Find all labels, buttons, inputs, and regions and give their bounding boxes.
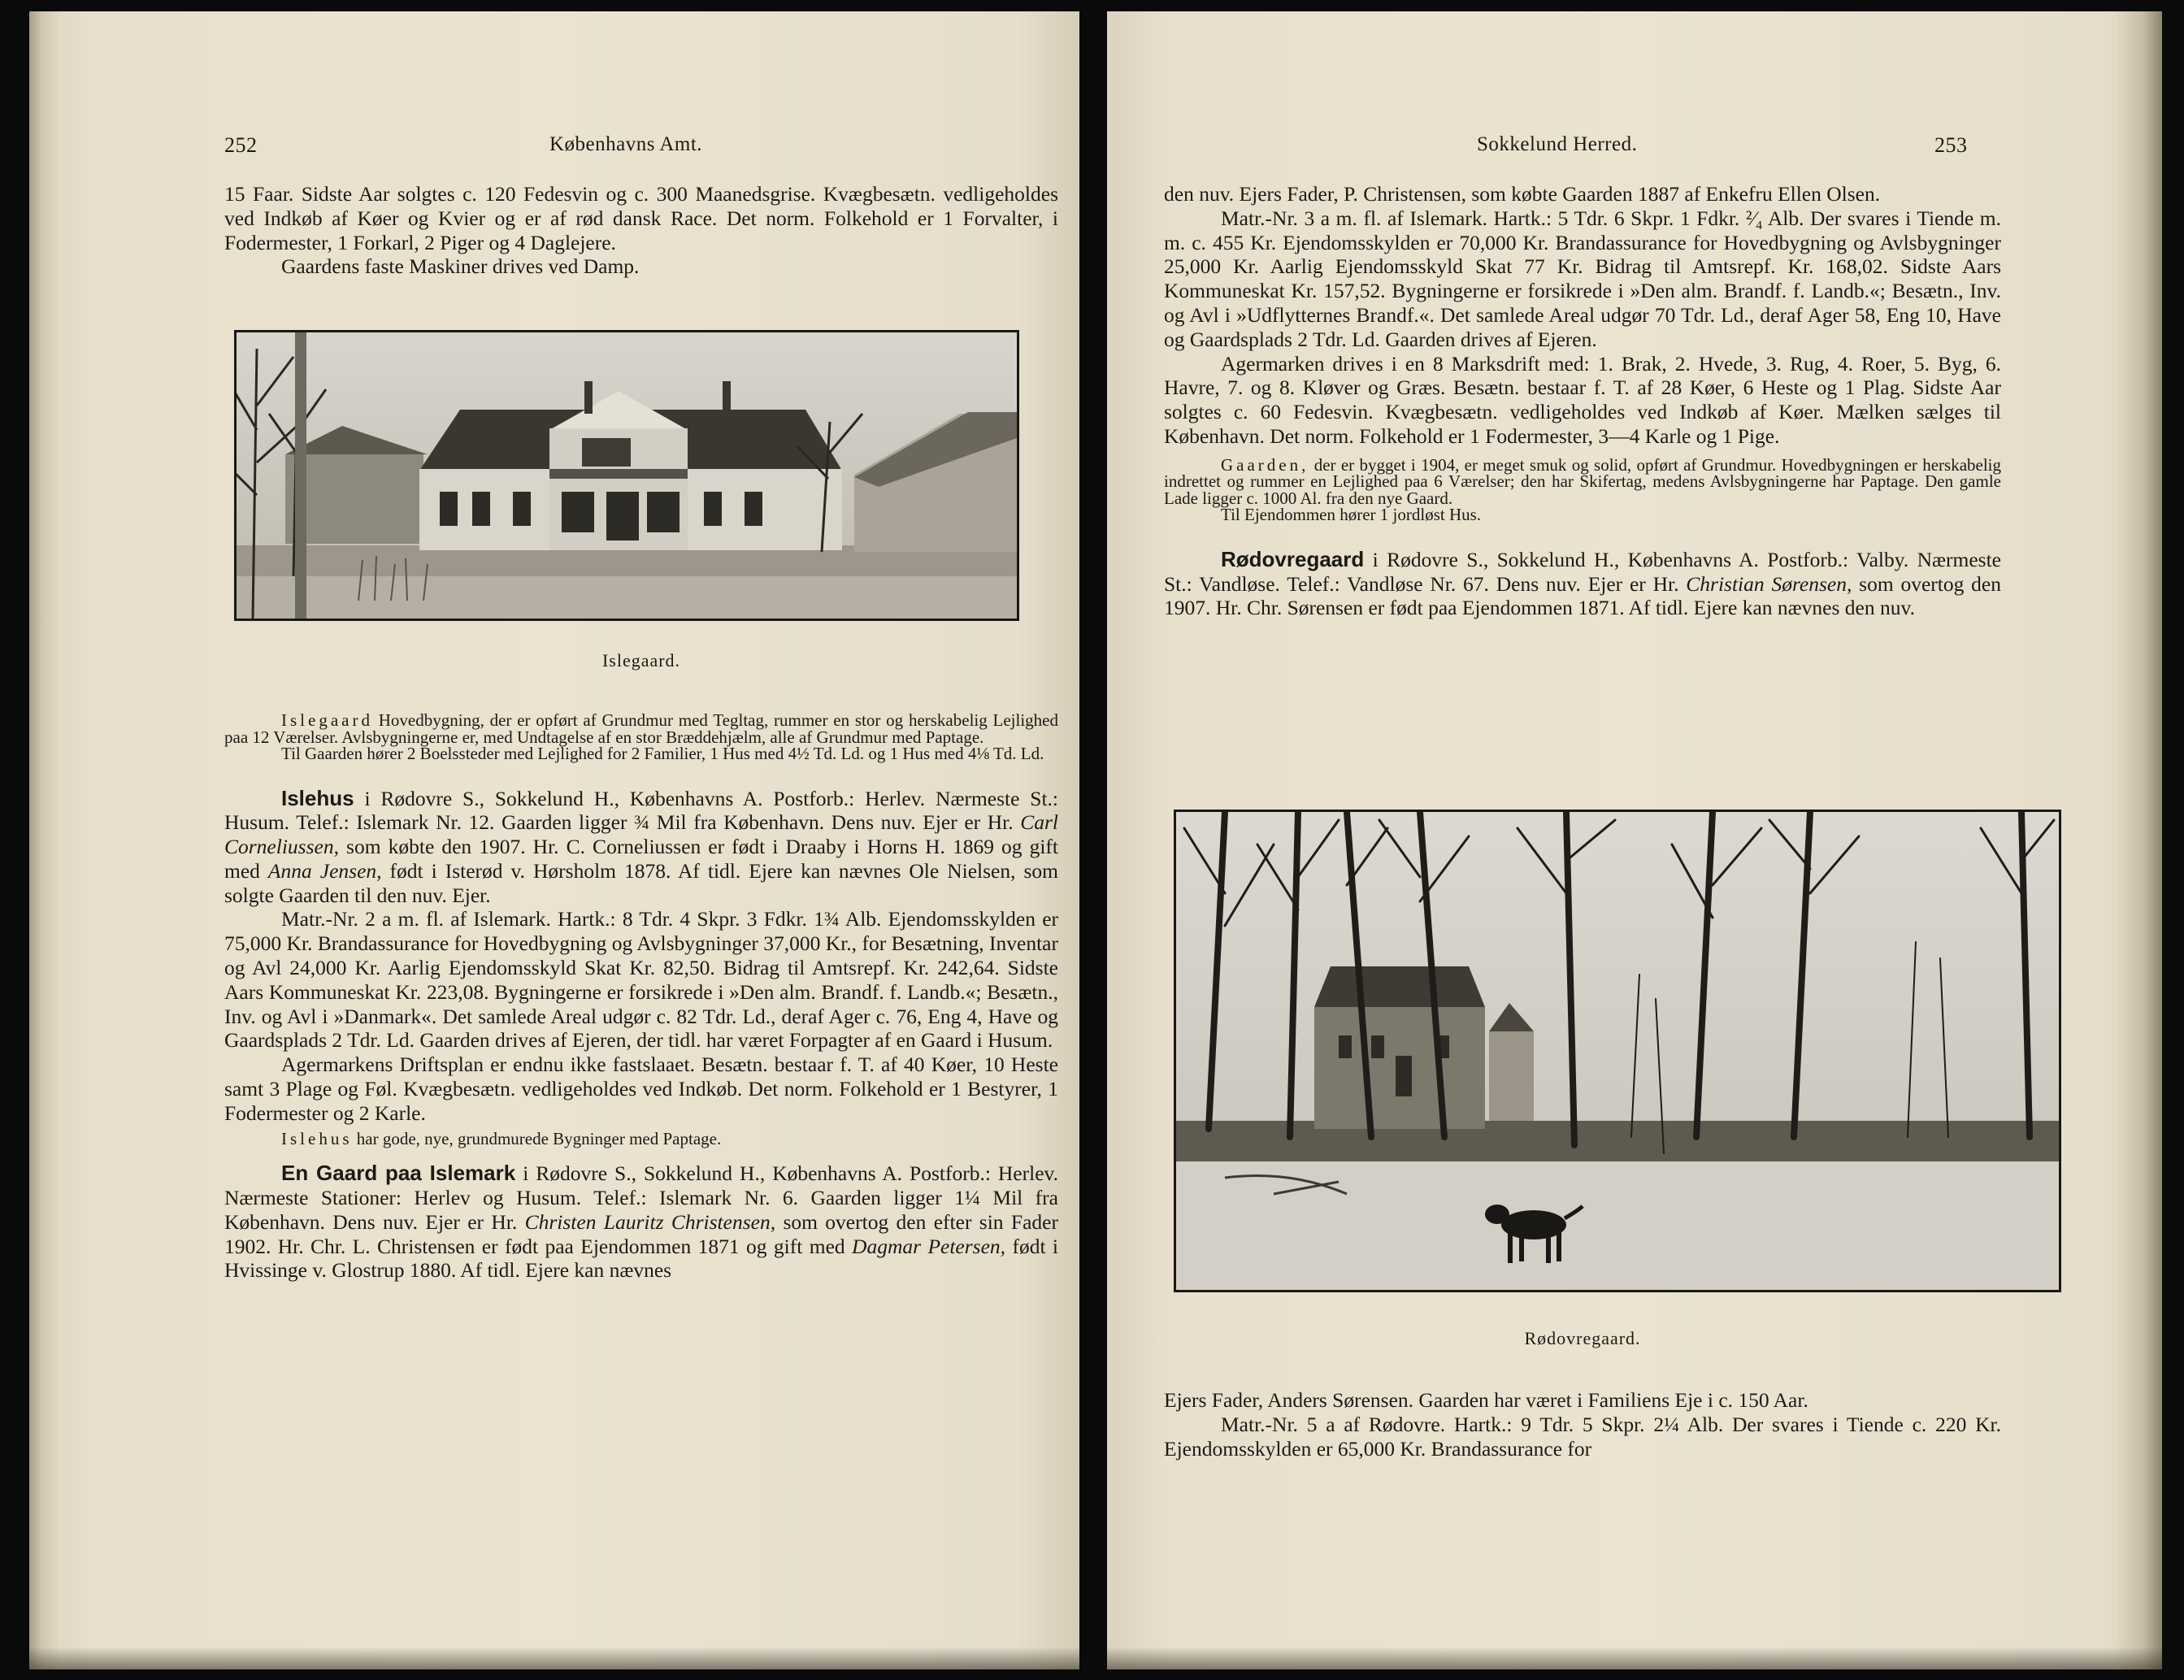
entry-heading: Islehus [281, 785, 354, 810]
page-number: 253 [1934, 133, 1968, 157]
rodovregaard-photo-image [1176, 812, 2059, 1290]
paragraph: 15 Faar. Sidste Aar solgtes c. 120 Fedesvin og c. 300 Maanedsgrise. Kvægbesætn. vedligeholdes ved Indkøb af Køer og Kvier og er af rød dansk Race. Det norm. Folkehold er 1 Forvalter, i Fodermester, 1 Forkarl, 2 Piger og 4 Daglejere. [224, 182, 1058, 254]
paragraph: Agermarken drives i en 8 Marksdrift med: 1. Brak, 2. Hvede, 3. Rug, 4. Roer, 5. Byg, 6. Havre, 7. og 8. Kløver og Græs. Besætn. bestaar f. T. af 28 Køer, 6 Heste og 1 Plag. Sidste Aar solgtes c. 60 Fedesvin. Kvægbesætn. vedligeholdes ved Indkøb af Køer. Mælken sælges til København. Det norm. Folkehold er 1 Fodermester, 3—4 Karle og 1 Pige. [1164, 351, 2001, 448]
paragraph: Matr.-Nr. 2 a m. fl. af Islemark. Hartk.: 8 Tdr. 4 Skpr. 3 Fdkr. 1¾ Alb. Ejendomsskylden er 75,000 Kr. Brandassurance for Hovedbygning og Avlsbygninger 37,000 Kr., for Besætning, Inventar og Avl 24,000 Kr. Aarlig Ejendomsskyld Skat Kr. 82,50. Bidrag til Amtsrepf. Kr. 242,64. Sidste Aars Kommuneskat Kr. 223,08. Bygningerne er forsikrede i »Den alm. Brandf. f. Landb.«; Besætn., Inv. og Avl i »Danmark«. Det samlede Areal udgør c. 82 Tdr. Ld., deraf Ager c. 76, Eng 4, Have og Gaardsplads 2 Tdr. Ld. Gaarden drives af Ejeren, der tidl. har været Forpagter af en Gaard i Husum. [224, 907, 1058, 1053]
paragraph: Gaardens faste Maskiner drives ved Damp. [281, 254, 640, 279]
right-page [1107, 11, 2162, 1669]
small-note: Gaarden, der er bygget i 1904, er meget smuk og solid, opført af Grundmur. Hovedbygningen er herskabelig indrettet og rummer en Lejlighed paa 6 Værelser; den har Skifertag, medens Avlsbygningerne har Paptage. Den gamle Lade ligger c. 1000 Al. fra den nye Gaard. [1164, 454, 2002, 508]
paragraph: Ejers Fader, Anders Sørensen. Gaarden har været i Familiens Eje i c. 150 Aar. [1164, 1388, 1808, 1412]
paragraph: den nuv. Ejers Fader, P. Christensen, som købte Gaarden 1887 af Enkefru Ellen Olsen. [1164, 182, 1881, 206]
small-note: Islehus har gode, nye, grundmurede Bygninger med Paptage. [281, 1128, 722, 1148]
running-head: Københavns Amt. [549, 133, 703, 155]
small-note: Til Ejendommen hører 1 jordløst Hus. [1221, 505, 1482, 525]
small-note: Islegaard Hovedbygning, der er opført af Grundmur med Tegltag, rummer en stor og herskabelig Lejlighed paa 12 Værelser. Avlsbygningerne er, med Undtagelse af en stor Bræddehjælm, alle af Grundmur med Paptage. [224, 710, 1058, 747]
note-name: Islegaard [281, 710, 373, 730]
running-head: Sokkelund Herred. [1477, 133, 1638, 155]
paragraph: Agermarkens Driftsplan er endnu ikke fastslaaet. Besætn. bestaar f. T. af 40 Køer, 10 Heste samt 3 Plage og Føl. Kvægbesætn. vedligeholdes ved Indkøb. Det norm. Folkehold er 1 Bestyrer, 1 Fodermester og 2 Karle. [224, 1053, 1058, 1125]
gaard-entry: En Gaard paa Islemark i Rødovre S., Sokkelund H., Københavns A. Postforb.: Herlev. Nærmeste Stationer: Herlev og Husum. Telef.: Islemark Nr. 6. Gaarden ligger 1¼ Mil fra København. Dens nuv. Ejer er Hr. Christen Lauritz Christensen, som overtog den efter sin Fader 1902. Hr. Chr. L. Christensen er født paa Ejendommen 1871 og gift med Dagmar Petersen, født i Hvissinge v. Glostrup 1880. Af tidl. Ejere kan nævnes [224, 1161, 1059, 1283]
paragraph: Matr.-Nr. 3 a m. fl. af Islemark. Hartk.: 5 Tdr. 6 Skpr. 1 Fdkr. ²⁄₄ Alb. Der svares i Tiende m. m. c. 455 Kr. Ejendomsskylden er 70,000 Kr. Brandassurance for Hovedbygning og Avlsbygninger 25,000 Kr. Aarlig Ejendomsskyld Skat 77 Kr. Bidrag til Amtsrepf. Kr. 168,02. Sidste Aars Kommuneskat Kr. 157,52. Bygningerne er forsikrede i »Den alm. Brandf. f. Landb.«; Besætn., Inv. og Avl i »Udflytternes Brandf.«. Det samlede Areal udgør 70 Tdr. Ld., deraf Ager 58, Eng 10, Have og Gaardsplads 2 Tdr. Ld. Gaarden drives af Ejeren. [1164, 206, 2001, 351]
left-page [29, 11, 1079, 1669]
islegaard-photo [234, 330, 1019, 621]
photo-caption: Islegaard. [601, 650, 681, 671]
islehus-entry: Islehus i Rødovre S., Sokkelund H., Københavns A. Postforb.: Herlev. Nærmeste St.: Husum. Telef.: Islemark Nr. 12. Gaarden ligger ¾ Mil fra København. Dens nuv. Ejer er Hr. Carl Corneliussen, som købte den 1907. Hr. C. Corneliussen er født i Draaby i Horns H. 1869 og gift med Anna Jensen, født i Isterød v. Hørsholm 1878. Af tidl. Ejere kan nævnes Ole Nielsen, som solgte Gaarden til den nuv. Ejer. [224, 785, 1059, 907]
page-number: 252 [224, 133, 258, 157]
top-text-block [1164, 182, 2001, 620]
bottom-text-block [1164, 1388, 2001, 1461]
small-note: Til Gaarden hører 2 Boelssteder med Lejlighed for 2 Familier, 1 Hus med 4½ Td. Ld. og 1 Hus med 4⅛ Td. Ld. [281, 744, 1044, 763]
photo-caption: Rødovregaard. [1524, 1328, 1641, 1348]
rodovregaard-photo [1174, 810, 2061, 1292]
entry-heading: En Gaard paa Islemark [281, 1161, 516, 1186]
top-text-block [224, 182, 1058, 279]
islegaard-photo-image [237, 332, 1017, 619]
rodovregaard-entry: Rødovregaard i Rødovre S., Sokkelund H., Københavns A. Postforb.: Valby. Nærmeste St.: Vandløse. Telef.: Vandløse Nr. 67. Dens nuv. Ejer er Hr. Christian Sørensen, som overtog den 1907. Hr. Chr. Sørensen er født paa Ejendommen 1871. Af tidl. Ejere kan nævnes den nuv. [1164, 546, 2001, 620]
entry-heading: Rødovregaard [1221, 546, 1365, 571]
main-text-block [224, 712, 1058, 1283]
paragraph: Matr.-Nr. 5 a af Rødovre. Hartk.: 9 Tdr. 5 Skpr. 2¼ Alb. Der svares i Tiende c. 220 Kr. Ejendomsskylden er 65,000 Kr. Brandassurance for [1164, 1412, 2001, 1461]
